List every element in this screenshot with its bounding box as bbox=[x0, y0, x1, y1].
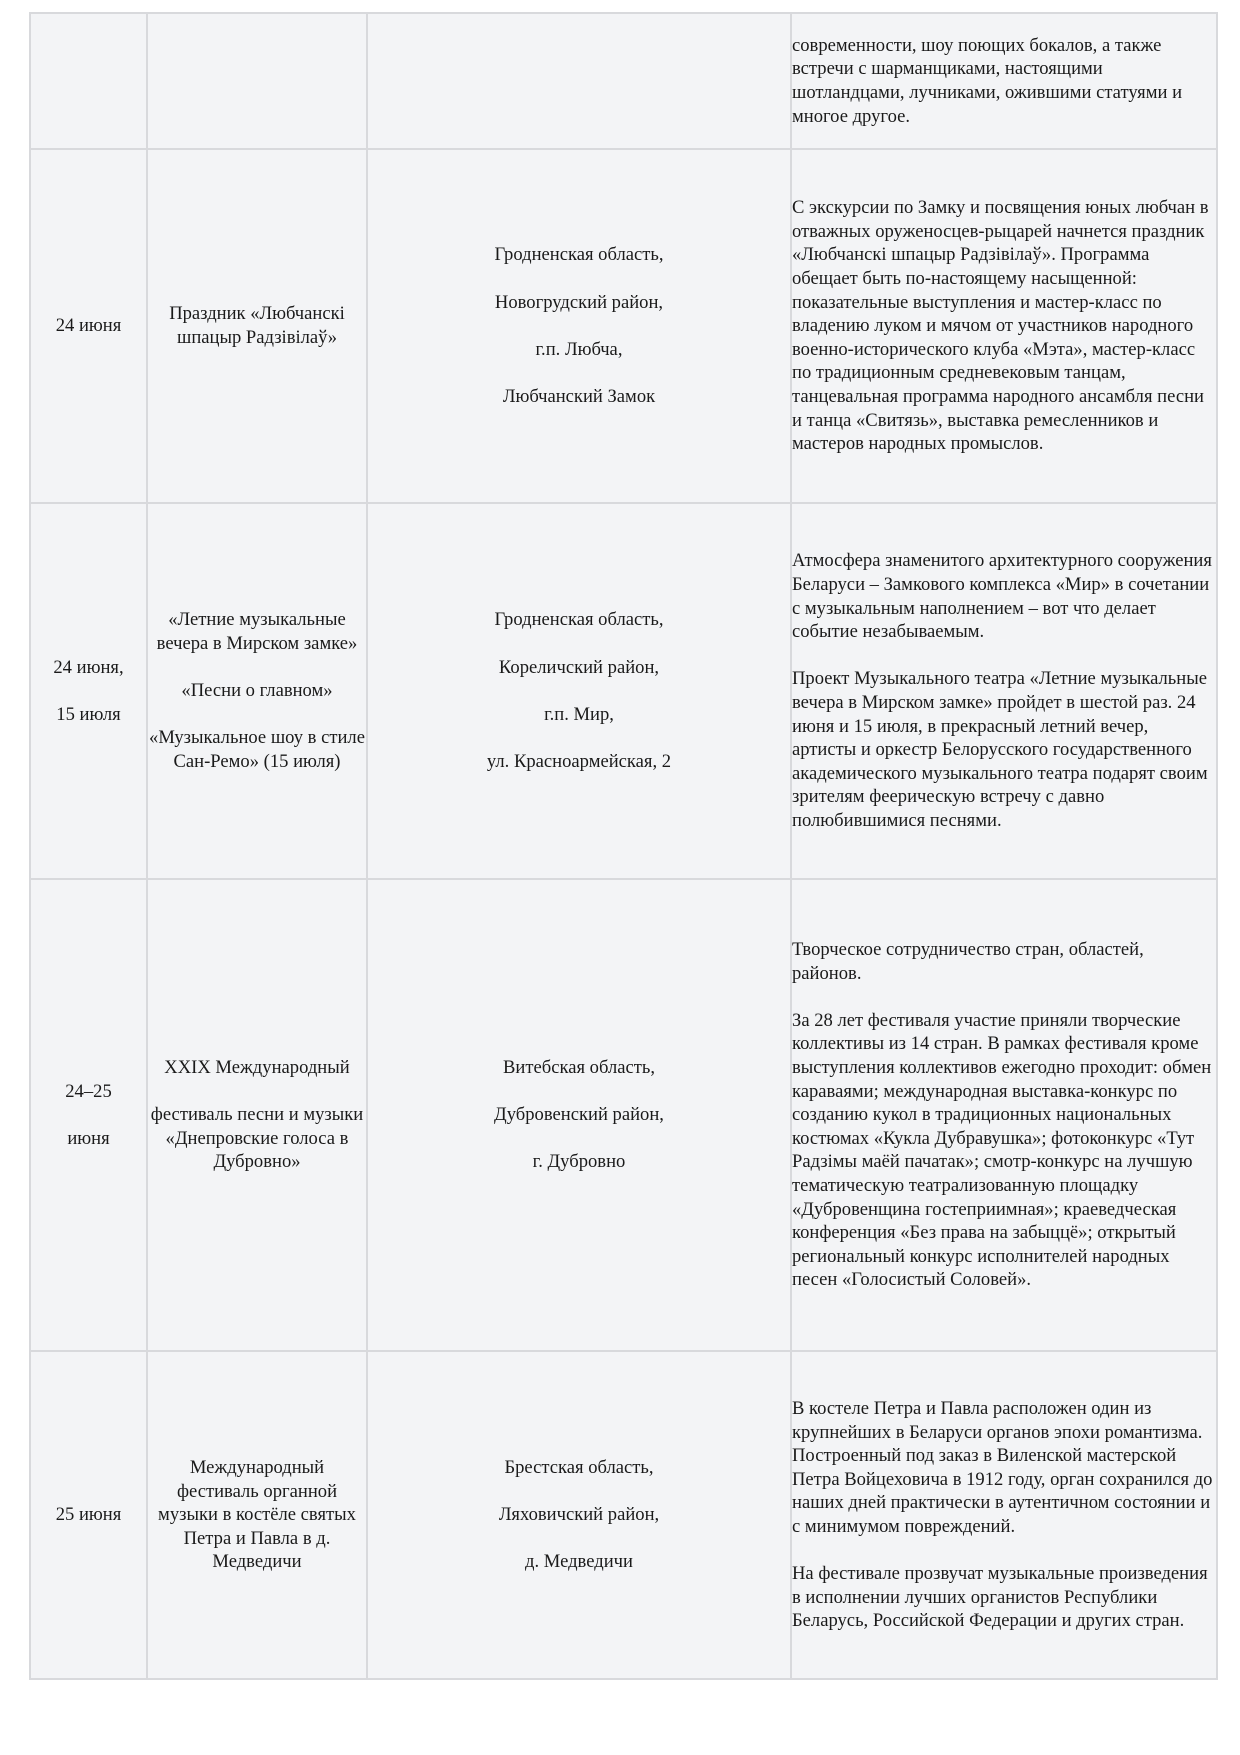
event-place-line: Гродненская область, bbox=[494, 244, 664, 266]
event-description-cell bbox=[791, 503, 1217, 879]
event-place-cell bbox=[367, 1351, 791, 1679]
event-description-paragraph: современности, шоу поющих бокалов, а также встречи с шарманщиками, настоящими шотландцами, лучниками, ожившими статуями и многое другое. bbox=[792, 34, 1183, 127]
event-name-cell bbox=[147, 13, 367, 149]
table-row bbox=[30, 879, 1217, 1351]
event-place-cell bbox=[367, 879, 791, 1351]
event-place-line: Новогрудский район, bbox=[494, 291, 664, 313]
event-description-cell bbox=[791, 879, 1217, 1351]
event-date-cell bbox=[30, 879, 147, 1351]
event-description-paragraph: В костеле Петра и Павла расположен один из крупнейших в Беларуси органов эпохи романтизма. Построенный под заказ в Виленской мастерской Петра Войцеховича в 1912 году, орган сохранился до наших дней практически в аутентичном состоянии и с минимумом повреждений. bbox=[792, 1398, 1213, 1537]
event-place-line: Ляховичский район, bbox=[498, 1504, 660, 1526]
events-table bbox=[29, 12, 1218, 1680]
event-date: 15 июля bbox=[56, 703, 121, 725]
event-place-line: ул. Красноармейская, 2 bbox=[486, 750, 672, 772]
event-place-line: Витебская область, bbox=[503, 1057, 655, 1079]
event-place-line: Дубровенский район, bbox=[494, 1104, 664, 1126]
event-description-paragraph: С экскурсии по Замку и посвящения юных любчан в отважных оруженосцев-рыцарей начнется праздник «Любчанскі шпацыр Радзівілаў». Программа обещает быть по-настоящему насыщенной: показательные выступления и мастер-класс по владению луком и мячом от участников народного военно-исторического клуба «Мэта», мастер-класс по традиционным средневековым танцам, танцевальная программа народного ансамбля песни и танца «Свитязь», выставка ремесленников и мастеров народных промыслов. bbox=[792, 197, 1209, 455]
table-row bbox=[30, 13, 1217, 149]
event-name: фестиваль песни и музыки «Днепровские голоса в Дубровно» bbox=[150, 1104, 364, 1173]
event-name-cell bbox=[147, 503, 367, 879]
event-description-cell bbox=[791, 1351, 1217, 1679]
event-date: 25 июня bbox=[55, 1504, 122, 1526]
event-description-paragraph: На фестивале прозвучат музыкальные произведения в исполнении лучших органистов Республики Беларусь, Российской Федерации и других стран. bbox=[792, 1563, 1208, 1632]
event-name: «Летние музыкальные вечера в Мирском замке» bbox=[156, 609, 358, 655]
event-date-cell bbox=[30, 149, 147, 503]
event-name: «Песни о главном» bbox=[181, 680, 333, 702]
event-name: XXIX Международный bbox=[164, 1057, 350, 1079]
table-row bbox=[30, 1351, 1217, 1679]
event-place-line: Любчанский Замок bbox=[502, 385, 656, 407]
event-date: 24 июня, bbox=[53, 656, 124, 678]
table-row bbox=[30, 503, 1217, 879]
event-description-paragraph: За 28 лет фестиваля участие приняли творческие коллективы из 14 стран. В рамках фестиваля кроме выступления коллективов ежегодно проходит: обмен караваями; международная выставка-конкурс по созданию кукол в традиционных национальных костюмах «Кукла Дубравушка»; фотоконкурс «Тут Радзімы маёй пачатак»; смотр-конкурс на лучшую тематическую театрализованную площадку «Дубровенщина гостеприимная»; краеведческая конференция «Без права на забыццё»; открытый региональный конкурс исполнителей народных песен «Голосистый Соловей». bbox=[792, 1009, 1212, 1291]
event-name: «Музыкальное шоу в стиле Сан-Ремо» (15 июля) bbox=[149, 727, 365, 772]
event-name-cell bbox=[147, 879, 367, 1351]
event-place-line: Гродненская область, bbox=[494, 609, 664, 631]
event-description-paragraph: Проект Музыкального театра «Летние музыкальные вечера в Мирском замке» пройдет в шестой раз. 24 июня и 15 июля, в прекрасный летний вечер, артисты и оркестр Белорусского государственного академического музыкального театра подарят своим зрителям феерическую встречу с давно полюбившимися песнями. bbox=[792, 668, 1208, 831]
event-place-cell bbox=[367, 503, 791, 879]
event-place-line: Брестская область, bbox=[504, 1457, 654, 1479]
event-place-line: г. Дубровно bbox=[532, 1151, 626, 1173]
event-description-paragraph: Творческое сотрудничество стран, областей, районов. bbox=[792, 939, 1144, 984]
event-place-line: г.п. Любча, bbox=[535, 338, 623, 360]
event-date: 24–25 bbox=[65, 1080, 112, 1102]
event-description-cell bbox=[791, 13, 1217, 149]
table-row bbox=[30, 149, 1217, 503]
event-place-line: д. Медведичи bbox=[525, 1551, 633, 1573]
event-date-cell bbox=[30, 13, 147, 149]
event-place-line: г.п. Мир, bbox=[544, 703, 614, 725]
event-name: Международный фестиваль органной музыки в костёле святых Петра и Павла в д. Медведичи bbox=[158, 1457, 356, 1573]
event-date-cell bbox=[30, 503, 147, 879]
event-description-paragraph: Атмосфера знаменитого архитектурного сооружения Беларуси – Замкового комплекса «Мир» в сочетании с музыкальным наполнением – вот что делает событие незабываемым. bbox=[792, 550, 1212, 643]
event-place-cell bbox=[367, 13, 791, 149]
event-name-cell bbox=[147, 1351, 367, 1679]
event-name: Праздник «Любчанскі шпацыр Радзівілаў» bbox=[169, 303, 345, 348]
event-date: 24 июня bbox=[55, 315, 122, 337]
event-place-line: Кореличский район, bbox=[498, 656, 660, 678]
event-date-cell bbox=[30, 1351, 147, 1679]
event-date: июня bbox=[67, 1127, 110, 1149]
event-place-cell bbox=[367, 149, 791, 503]
event-name-cell bbox=[147, 149, 367, 503]
event-description-cell bbox=[791, 149, 1217, 503]
